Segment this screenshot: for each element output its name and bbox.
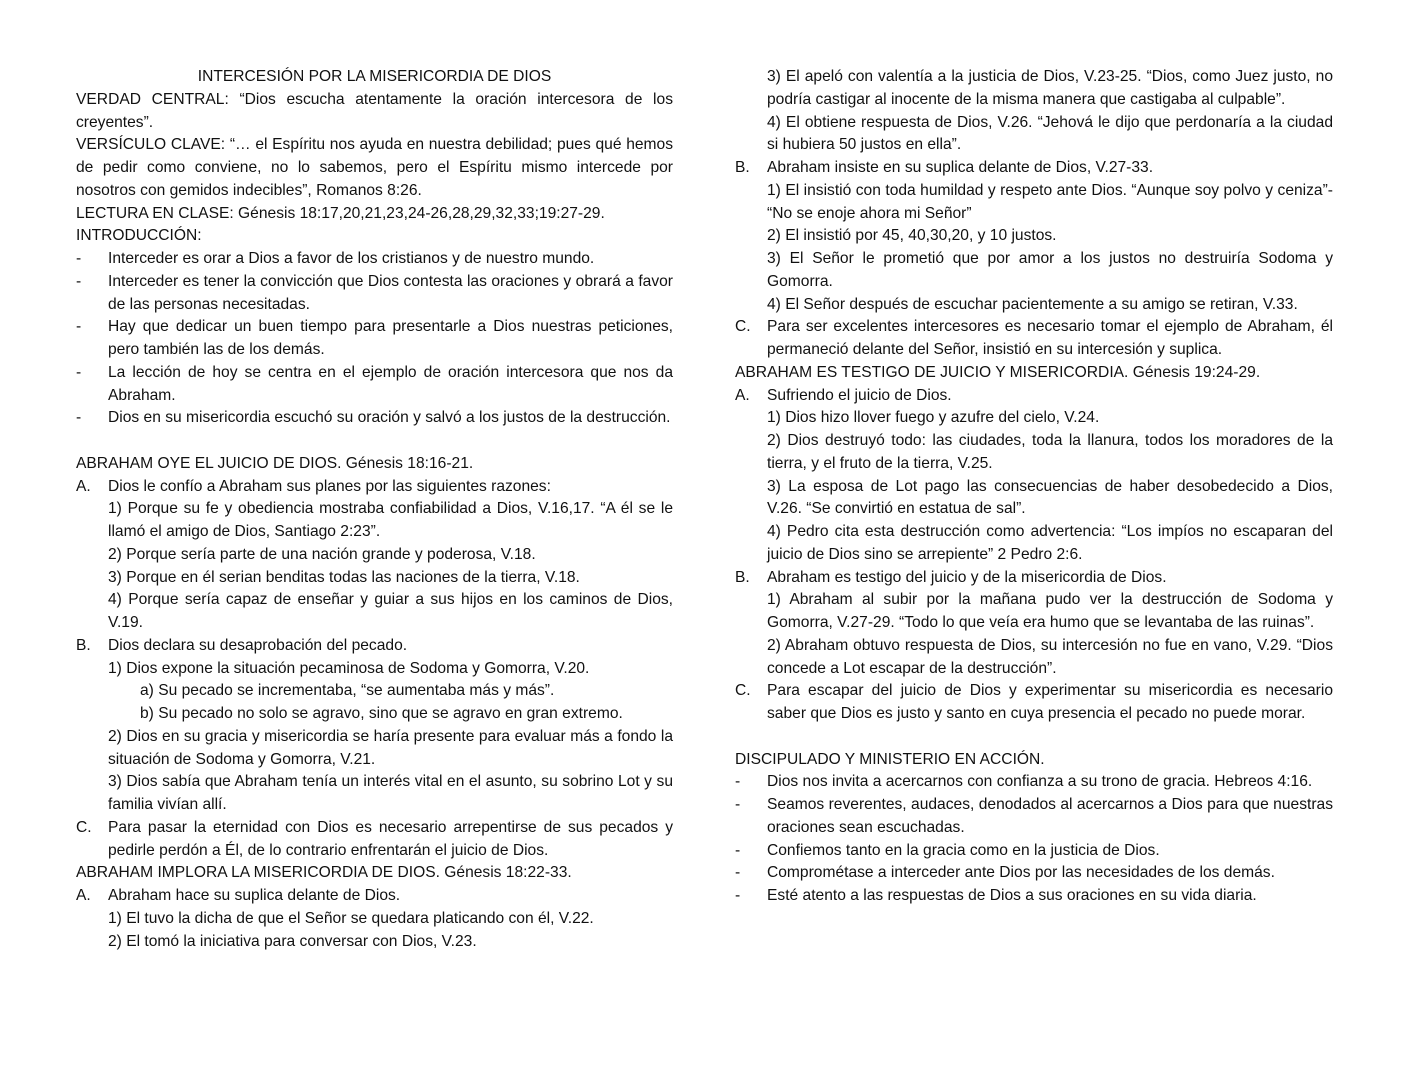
sub-item: 1) Dios expone la situación pecaminosa de Sodoma y Gomorra, V.20. <box>108 659 590 677</box>
intro-item: - Interceder es tener la convicción que Dios contesta las oraciones y obrará a favor de las personas necesitadas. <box>76 272 673 313</box>
document-title: INTERCESIÓN POR LA MISERICORDIA DE DIOS <box>197 68 552 85</box>
sub-item: 3) La esposa de Lot pago las consecuencias de haber desobedecido a Dios, V.26. “Se convirtió en estatua de sal”. <box>767 477 1333 518</box>
left-column <box>76 66 673 953</box>
lectura-en-clase: LECTURA EN CLASE: Génesis 18:17,20,21,23,24-26,28,29,32,33;19:27-29. <box>76 204 605 222</box>
letter-marker: C. <box>735 682 751 700</box>
letter-marker: B. <box>76 636 91 654</box>
dash-marker: - <box>76 363 82 381</box>
action-item: - Dios nos invita a acercarnos con confianza a su trono de gracia. Hebreos 4:16. <box>735 771 1333 794</box>
dash-marker: - <box>76 409 82 427</box>
dash-marker: - <box>76 272 82 290</box>
action-item: - Comprométase a interceder ante Dios por las necesidades de los demás. <box>735 862 1333 885</box>
dash-marker: - <box>735 864 741 882</box>
point-c: C. Para escapar del juicio de Dios y experimentar su misericordia es necesario saber que Dios es justo y santo en cuya presencia el pecado no puede morar. <box>735 682 1333 722</box>
sub-item: 1) Dios hizo llover fuego y azufre del cielo, V.24. <box>767 409 1100 427</box>
dash-marker: - <box>76 250 82 267</box>
intro-item: - Interceder es orar a Dios a favor de los cristianos y de nuestro mundo. <box>76 248 673 271</box>
sub-item: 3) Dios sabía que Abraham tenía un interés vital en el asunto, su sobrino Lot y su familia vivían allí. <box>108 773 673 813</box>
sub-item: 2) Abraham obtuvo respuesta de Dios, su intercesión no fue en vano, V.29. “Dios concede a Lot escapar de la destrucción”. <box>767 636 1333 677</box>
letter-marker: C. <box>735 318 751 336</box>
letter-marker: A. <box>735 386 750 404</box>
sub-item: 3) Porque en él serian benditas todas las naciones de la tierra, V.18. <box>108 568 580 586</box>
sub-item: 4) El Señor después de escuchar pacientemente a su amigo se retiran, V.33. <box>767 295 1298 313</box>
dash-marker: - <box>735 887 741 904</box>
intro-item: - Dios en su misericordia escuchó su oración y salvó a los justos de la destrucción. <box>76 407 673 430</box>
sub-item: 2) El insistió por 45, 40,30,20, y 10 justos. <box>767 227 1057 245</box>
point-c: C. Para pasar la eternidad con Dios es necesario arrepentirse de sus pecados y pedirle perdón a Él, de lo contrario enfrentarán el juicio de Dios. <box>76 818 673 859</box>
section-1-heading: ABRAHAM OYE EL JUICIO DE DIOS. Génesis 18:16-21. <box>76 454 474 472</box>
sub-item: 1) El insistió con toda humildad y respeto ante Dios. “Aunque soy polvo y ceniza”- “No se enoje ahora mi Señor” <box>767 181 1333 222</box>
sub-sub-item: a) Su pecado se incrementaba, “se aumentaba más y más”. <box>140 682 555 700</box>
letter-marker: C. <box>76 818 92 836</box>
dash-marker: - <box>76 318 82 336</box>
intro-item: - Hay que dedicar un buen tiempo para presentarle a Dios nuestras peticiones, pero también las de los demás. <box>76 318 673 358</box>
right-column <box>735 66 1333 908</box>
section-2-heading: ABRAHAM IMPLORA LA MISERICORDIA DE DIOS. Génesis 18:22-33. <box>76 864 572 882</box>
section-3-heading: ABRAHAM ES TESTIGO DE JUICIO Y MISERICORDIA. Génesis 19:24-29. <box>735 363 1261 381</box>
sub-item: 4) Pedro cita esta destrucción como advertencia: “Los impíos no escaparan del juicio de Dios sino se arrepiente” 2 Pedro 2:6. <box>767 523 1333 563</box>
sub-item: 4) Porque sería capaz de enseñar y guiar a sus hijos en los caminos de Dios, V.19. <box>108 591 673 631</box>
dash-marker: - <box>735 841 741 859</box>
section-4-heading: DISCIPULADO Y MINISTERIO EN ACCIÓN. <box>735 750 1045 768</box>
sub-item: 3) El apeló con valentía a la justicia de Dios, V.23-25. “Dios, como Juez justo, no podría castigar al inocente de la misma manera que castigaba al culpable”. <box>767 68 1333 108</box>
point-b: B. Abraham es testigo del juicio y de la misericordia de Dios. <box>735 567 1333 590</box>
point-b: B. Dios declara su desaprobación del pecado. <box>76 635 673 658</box>
sub-item: 2) Porque sería parte de una nación grande y poderosa, V.18. <box>108 545 536 563</box>
dash-marker: - <box>735 773 741 791</box>
letter-marker: B. <box>735 568 750 586</box>
sub-item: 4) El obtiene respuesta de Dios, V.26. “Jehová le dijo que perdonaría a la ciudad si hubiera 50 justos en ella”. <box>767 113 1333 154</box>
sub-item: 3) El Señor le prometió que por amor a los justos no destruiría Sodoma y Gomorra. <box>767 250 1333 290</box>
sub-item: 2) Dios destruyó todo: las ciudades, toda la llanura, todos los moradores de la tierra, y el fruto de la tierra, V.25. <box>767 432 1333 472</box>
sub-item: 1) El tuvo la dicha de que el Señor se quedara platicando con él, V.22. <box>108 909 594 927</box>
versiculo-clave: VERSÍCULO CLAVE: “… el Espíritu nos ayuda en nuestra debilidad; pues qué hemos de pedir como conviene, no lo sabemos, pero el Espíritu mismo intercede por nosotros con gemidos indecibles”, Romanos 8:26. <box>76 136 673 199</box>
action-item: - Seamos reverentes, audaces, denodados al acercarnos a Dios para que nuestras oraciones sean escuchadas. <box>735 796 1333 836</box>
point-a: A. Abraham hace su suplica delante de Dios. <box>76 885 673 908</box>
letter-marker: A. <box>76 887 91 904</box>
letter-marker: B. <box>735 159 750 176</box>
intro-item: - La lección de hoy se centra en el ejemplo de oración intercesora que nos da Abraham. <box>76 363 673 404</box>
sub-item: 1) Porque su fe y obediencia mostraba confiabilidad a Dios, V.16,17. “A él se le llamó el amigo de Dios, Santiago 2:23”. <box>108 500 673 540</box>
point-a: A. Sufriendo el juicio de Dios. <box>735 385 1333 408</box>
letter-marker: A. <box>76 477 91 495</box>
intro-heading: INTRODUCCIÓN: <box>76 227 202 245</box>
sub-item: 2) Dios en su gracia y misericordia se haría presente para evaluar más a fondo la situación de Sodoma y Gomorra, V.21. <box>108 727 673 768</box>
dash-marker: - <box>735 796 741 813</box>
sub-item: 2) El tomó la iniciativa para conversar con Dios, V.23. <box>108 932 477 950</box>
point-a: A. Dios le confío a Abraham sus planes por las siguientes razones: <box>76 476 673 499</box>
sub-sub-item: b) Su pecado no solo se agravo, sino que se agravo en gran extremo. <box>140 705 623 722</box>
point-b: B. Abraham insiste en su suplica delante de Dios, V.27-33. <box>735 157 1333 180</box>
action-item: - Confiemos tanto en la gracia como en la justicia de Dios. <box>735 840 1333 863</box>
sub-item: 1) Abraham al subir por la mañana pudo ver la destrucción de Sodoma y Gomorra, V.27-29. “Todo lo que veía era humo que se levantaba de las ruinas”. <box>767 591 1333 631</box>
verdad-central: VERDAD CENTRAL: “Dios escucha atentamente la oración intercesora de los creyentes”. <box>76 90 673 131</box>
point-c: C. Para ser excelentes intercesores es necesario tomar el ejemplo de Abraham, él permaneció delante del Señor, insistió en su intercesión y suplica. <box>735 318 1333 358</box>
action-item: - Esté atento a las respuestas de Dios a sus oraciones en su vida diaria. <box>735 885 1333 908</box>
